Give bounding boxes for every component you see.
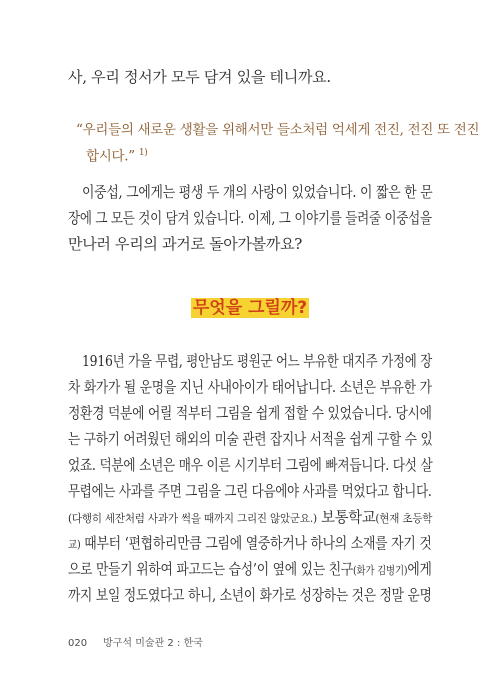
para2-line-3: 정환경 덕분에 어릴 적부터 그림을 쉽게 접할 수 있었습니다. 당시에 (68, 404, 432, 422)
section-heading (0, 297, 500, 319)
para1-line-1: 이중섭, 그에게는 평생 두 개의 사랑이 있었습니다. 이 짧은 한 문 (82, 183, 433, 201)
aside-elementary-end: 교) (68, 538, 81, 551)
section-heading-text: 무엇을 그릴까? (192, 298, 308, 318)
footnote-marker: 1) (138, 148, 148, 158)
para1-line-2: 장에 그 모든 것이 담겨 있습니다. 이제, 그 이야기를 들려줄 이중섭을 (68, 209, 432, 227)
para2-line-8-main: 때부터 ‘편협하리만큼 그림에 열중하거나 하나의 소재를 자기 것 (80, 534, 432, 552)
para2-line-7 (68, 507, 432, 529)
aside-painter: (화가 김병기) (353, 564, 408, 577)
para2-line-4: 는 구하기 어려웠던 해외의 미술 관련 잡지나 서적을 쉽게 구할 수 있 (68, 430, 433, 448)
quote-line-1: “우리들의 새로운 생활을 위해서만 들소처럼 억세게 전진, 전진 또 전진 (76, 122, 480, 138)
para1-line-3: 만나러 우리의 과거로 돌아가볼까요? (68, 235, 302, 253)
para2-line-5: 었죠. 덕분에 소년은 매우 이른 시기부터 그림에 빠져듭니다. 다섯 살 (68, 456, 433, 474)
page-footer (68, 634, 203, 649)
para2-line-7-main: 보통학교 (316, 508, 376, 526)
para2-line-9-main1: 으로 만들기 위하여 파고드는 습성’이 옆에 있는 친구 (68, 560, 354, 578)
para2-line-1: 1916년 가을 무렵, 평안남도 평원군 어느 부유한 대지주 가정에 장 (82, 352, 433, 370)
quote-line-2-text: 합시다.” (86, 148, 135, 165)
intro-line: 사, 우리 정서가 모두 담겨 있을 테니까요. (68, 68, 331, 86)
para2-line-8 (68, 533, 432, 555)
para2-line-9 (68, 559, 432, 581)
para2-line-2: 차 화가가 될 운명을 지닌 사내아이가 태어납니다. 소년은 부유한 가 (68, 378, 432, 396)
para2-line-10: 까지 보일 정도였다고 하니, 소년이 화가로 성장하는 것은 정말 운명 (68, 586, 432, 604)
aside-elementary: (현재 초등학 (375, 512, 433, 525)
quote-line-2 (86, 144, 147, 166)
para2-line-9-main2: 에게 (407, 560, 432, 578)
para2-line-6: 무렵에는 사과를 주면 그림을 그린 다음에야 사과를 먹었다고 합니다. (68, 482, 432, 500)
book-title: 방구석 미술관 2 : 한국 (103, 638, 203, 649)
aside-cezanne: (다행히 세잔처럼 사과가 썩을 때까지 그리진 않았군요.) (68, 512, 317, 525)
page-number: 020 (68, 638, 88, 649)
